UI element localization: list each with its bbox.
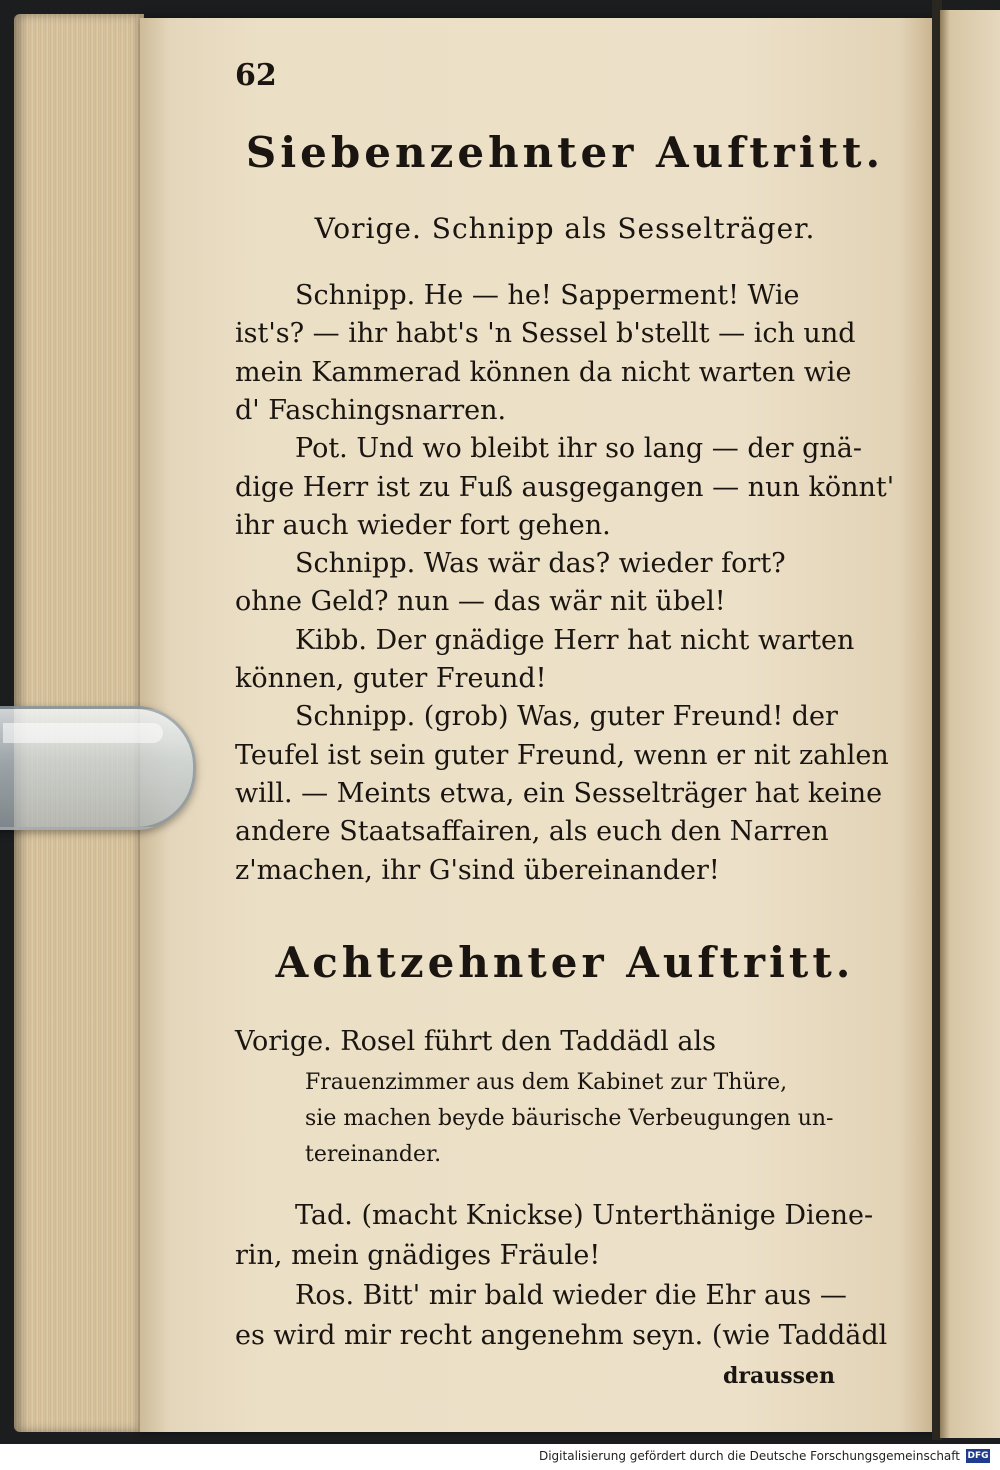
- scene-18-stage-line: Frauenzimmer aus dem Kabinet zur Thüre,: [305, 1070, 788, 1095]
- scene-17-text-line: können, guter Freund!: [235, 663, 547, 694]
- scene-17-text-line: Pot. Und wo bleibt ihr so lang — der gnä-: [295, 433, 862, 465]
- funding-notice: Digitalisierung gefördert durch die Deutsche Forschungsgemeinschaft: [538, 1449, 960, 1463]
- scene-18-text-line: Tad. (macht Knickse) Unterthänige Diene-: [295, 1200, 874, 1231]
- scene-18-stage-line: tereinander.: [305, 1142, 442, 1167]
- scene-17-text-line: dige Herr ist zu Fuß ausgegangen — nun könnt': [235, 471, 895, 503]
- scene-17-text-line: will. — Meints etwa, ein Sesselträger hat keine: [235, 777, 883, 809]
- scene-18-text-line: es wird mir recht angenehm seyn. (wie Taddädl: [235, 1320, 888, 1351]
- scene-17-stage-direction: Vorige. Schnipp als Sesselträger.: [314, 212, 816, 245]
- scene-17-text-line: z'machen, ihr G'sind übereinander!: [235, 854, 720, 886]
- scene-18-stage-line: sie machen beyde bäurische Verbeugungen un-: [305, 1106, 834, 1131]
- right-page-edge: [940, 10, 1000, 1438]
- catchword: draussen: [723, 1363, 835, 1389]
- scene-17-text-line: andere Staatsaffairen, als euch den Narren: [235, 816, 829, 848]
- dfg-logo-icon: DFG: [967, 1451, 989, 1461]
- scene-17-heading: Siebenzehnter Auftritt.: [245, 128, 885, 177]
- scene-17-text-line: Teufel ist sein guter Freund, wenn er nit zahlen: [235, 739, 889, 771]
- scene-17-text-line: Schnipp. He — he! Sapperment! Wie: [295, 280, 800, 311]
- scene-18-heading: Achtzehnter Auftritt.: [275, 938, 855, 987]
- scene-18-stage-line: Vorige. Rosel führt den Taddädl als: [235, 1026, 716, 1057]
- footer-bar: [0, 1444, 1000, 1470]
- scene-17-text-line: Schnipp. (grob) Was, guter Freund! der: [295, 701, 838, 733]
- scene-17-text-line: ohne Geld? nun — das wär nit übel!: [235, 586, 726, 618]
- scene-17-text-line: ihr auch wieder fort gehen.: [235, 509, 611, 541]
- scene-17-text-line: mein Kammerad können da nicht warten wie: [235, 356, 852, 388]
- scene-17-text-line: Schnipp. Was wär das? wieder fort?: [295, 548, 786, 580]
- scene-17-text-line: ist's? — ihr habt's 'n Sessel b'stellt — ich und: [235, 318, 856, 350]
- scene-18-text-line: Ros. Bitt' mir bald wieder die Ehr aus —: [295, 1280, 847, 1311]
- scene-17-text-line: Kibb. Der gnädige Herr hat nicht warten: [295, 624, 855, 656]
- page-number: 62: [235, 58, 277, 93]
- scene-18-text-line: rin, mein gnädiges Fräule!: [235, 1240, 601, 1271]
- page-clip: [0, 706, 196, 830]
- scene-17-text-line: d' Faschingsnarren.: [235, 394, 507, 426]
